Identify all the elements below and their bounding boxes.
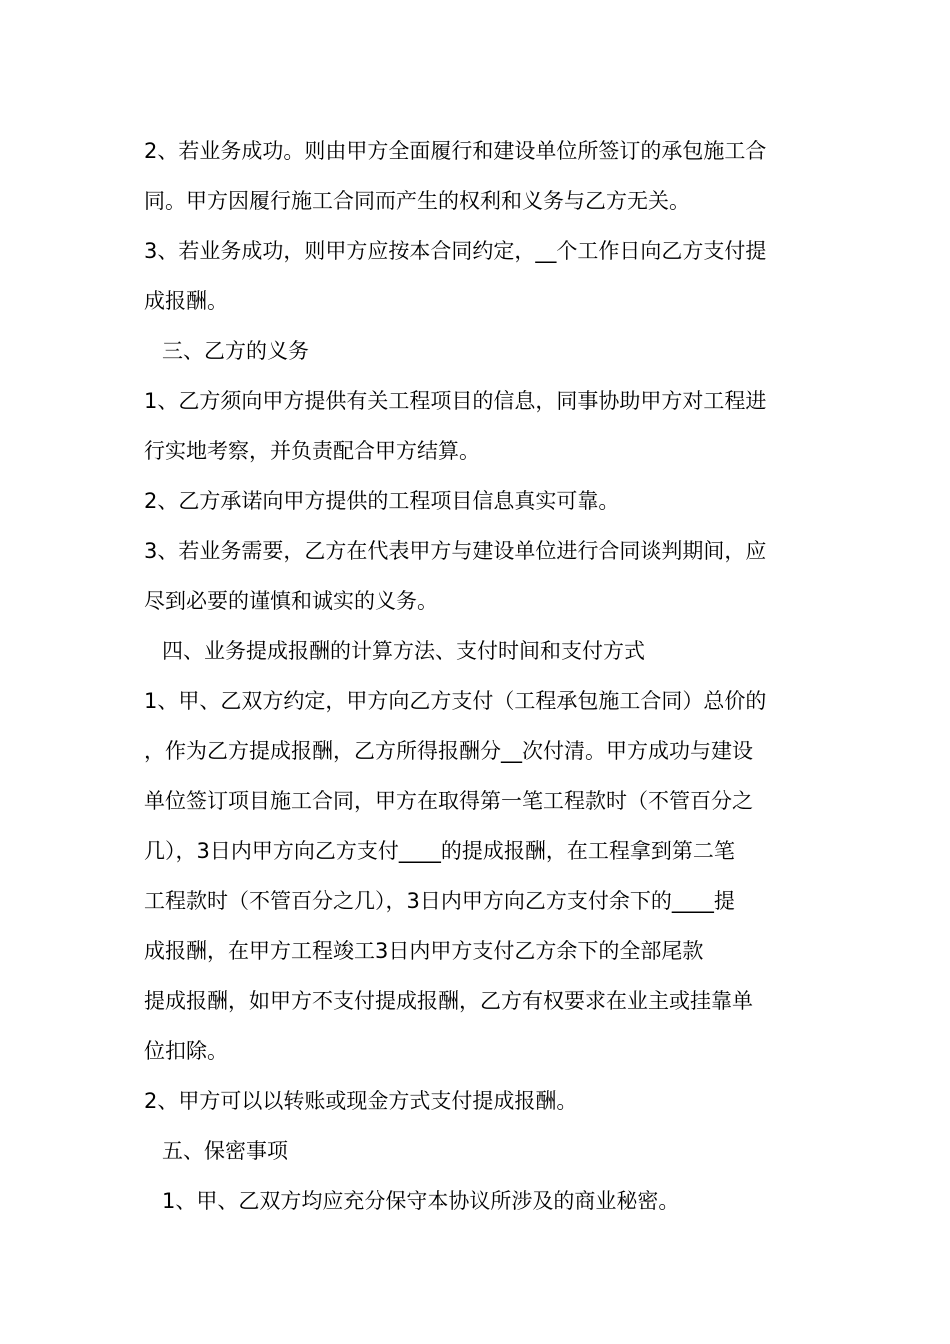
paragraph-line: 2、甲方可以以转账或现金方式支付提成报酬。	[144, 1089, 578, 1113]
paragraph-line: 几），3日内甲方向乙方支付____的提成报酬，在工程拿到第二笔	[144, 839, 735, 863]
paragraph-line: 工程款时（不管百分之几），3日内甲方向乙方支付余下的____提	[144, 889, 735, 913]
paragraph-line: 位扣除。	[144, 1039, 228, 1063]
paragraph-line: 3、若业务成功，则甲方应按本合同约定，__个工作日向乙方支付提	[144, 239, 767, 263]
paragraph-line: ，作为乙方提成报酬，乙方所得报酬分__次付清。甲方成功与建设	[144, 739, 753, 763]
section-heading: 四、业务提成报酬的计算方法、支付时间和支付方式	[162, 639, 645, 663]
paragraph-line: 3、若业务需要，乙方在代表甲方与建设单位进行合同谈判期间，应	[144, 539, 767, 563]
paragraph-line: 单位签订项目施工合同，甲方在取得第一笔工程款时（不管百分之	[144, 789, 753, 813]
section-heading: 三、乙方的义务	[162, 339, 309, 363]
paragraph-line: 行实地考察，并负责配合甲方结算。	[144, 439, 480, 463]
paragraph-line: 提成报酬，如甲方不支付提成报酬，乙方有权要求在业主或挂靠单	[144, 989, 753, 1013]
paragraph-line: 1、甲、乙双方约定，甲方向乙方支付（工程承包施工合同）总价的	[144, 689, 767, 713]
paragraph-line: 成报酬。	[144, 289, 228, 313]
paragraph-line: 同。甲方因履行施工合同而产生的权利和义务与乙方无关。	[144, 189, 690, 213]
paragraph-line: 2、若业务成功。则由甲方全面履行和建设单位所签订的承包施工合	[144, 139, 767, 163]
paragraph-line: 2、乙方承诺向甲方提供的工程项目信息真实可靠。	[144, 489, 620, 513]
paragraph-line: 1、乙方须向甲方提供有关工程项目的信息，同事协助甲方对工程进	[144, 389, 767, 413]
paragraph-line: 尽到必要的谨慎和诚实的义务。	[144, 589, 438, 613]
document-body	[144, 126, 809, 1226]
paragraph-line: 1、甲、乙双方均应充分保守本协议所涉及的商业秘密。	[162, 1189, 680, 1213]
paragraph-line: 成报酬，在甲方工程竣工3日内甲方支付乙方余下的全部尾款	[144, 939, 704, 963]
section-heading: 五、保密事项	[162, 1139, 288, 1163]
